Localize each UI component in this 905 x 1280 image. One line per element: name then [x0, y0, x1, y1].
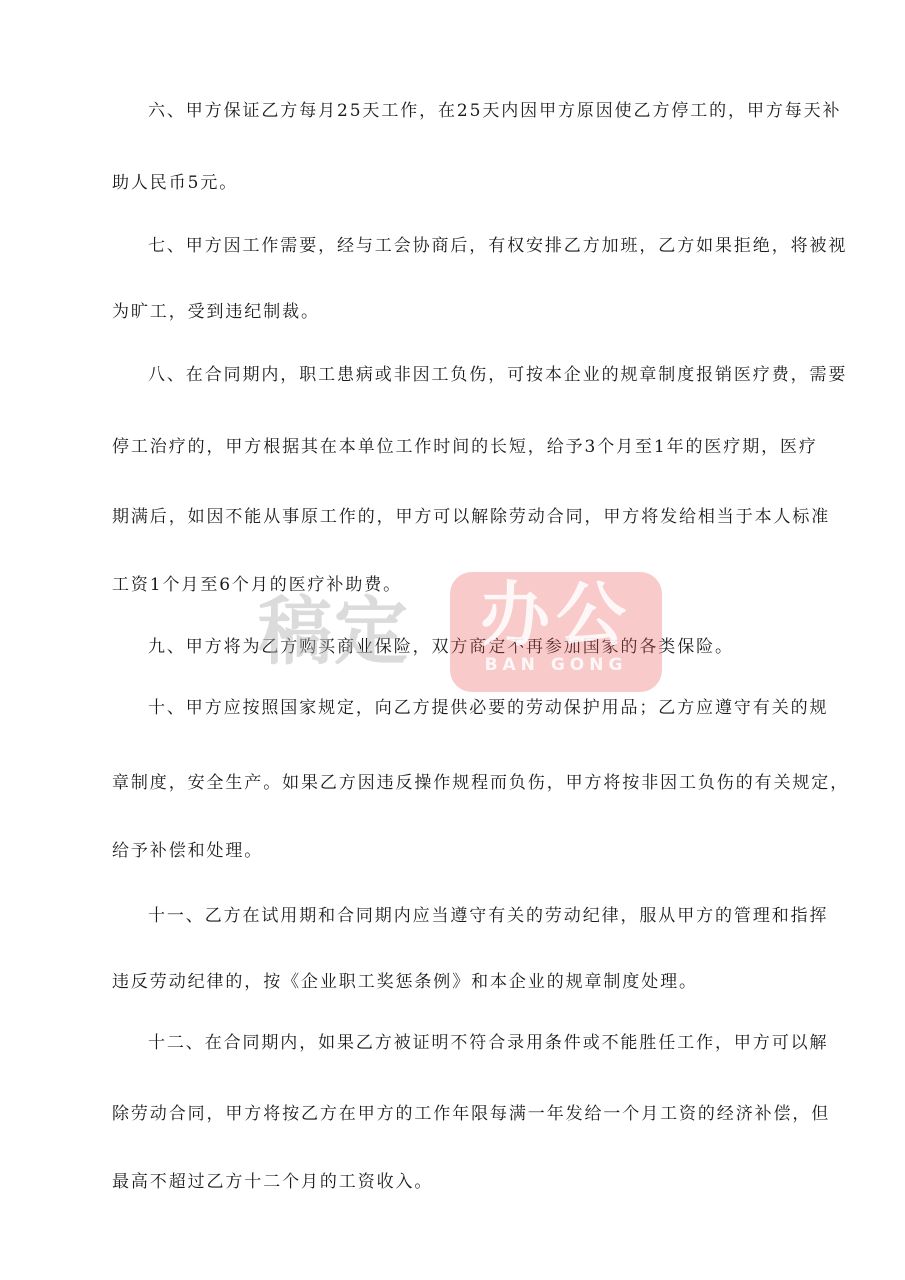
watermark-red-badge: [450, 572, 662, 692]
paragraph-11-line-1: 十一、乙方在试用期和合同期内应当遵守有关的劳动纪律，服从甲方的管理和指挥: [148, 906, 829, 926]
paragraph-9-line-1: 九、甲方将为乙方购买商业保险，双方商定不再参加国家的各类保险。: [148, 637, 734, 657]
paragraph-12-line-1: 十二、在合同期内，如果乙方被证明不符合录用条件或不能胜任工作，甲方可以解: [148, 1033, 829, 1053]
paragraph-7-line-1: 七、甲方因工作需要，经与工会协商后，有权安排乙方加班，乙方如果拒绝，将被视: [148, 236, 848, 256]
paragraph-10-line-3: 给予补偿和处理。: [112, 841, 264, 861]
paragraph-6-line-2: 助人民币5元。: [112, 173, 239, 193]
watermark-right-text: 办公: [480, 574, 632, 656]
paragraph-12-line-2: 除劳动合同，甲方将按乙方在甲方的工作年限每满一年发给一个月工资的经济补偿，但: [112, 1104, 831, 1124]
paragraph-10-line-2: 章制度，安全生产。如果乙方因违反操作规程而负伤，甲方将按非因工负伤的有关规定，: [112, 773, 850, 793]
paragraph-7-line-2: 为旷工，受到违纪制裁。: [112, 302, 320, 322]
paragraph-8-line-1: 八、在合同期内，职工患病或非因工负伤，可按本企业的规章制度报销医疗费，需要: [148, 365, 848, 385]
paragraph-8-line-2: 停工治疗的，甲方根据其在本单位工作时间的长短，给予3个月至1年的医疗期，医疗: [112, 437, 818, 457]
watermark-sub-text: BAN GONG: [484, 655, 628, 675]
paragraph-8-line-4: 工资1个月至6个月的医疗补助费。: [112, 575, 403, 595]
paragraph-10-line-1: 十、甲方应按照国家规定，向乙方提供必要的劳动保护用品；乙方应遵守有关的规: [148, 698, 829, 718]
watermark-logo: [258, 572, 662, 692]
paragraph-12-line-3: 最高不超过乙方十二个月的工资收入。: [112, 1172, 434, 1192]
paragraph-8-line-3: 期满后，如因不能从事原工作的，甲方可以解除劳动合同，甲方将发给相当于本人标准: [112, 507, 831, 527]
paragraph-6-line-1: 六、甲方保证乙方每月25天工作，在25天内因甲方原因使乙方停工的，甲方每天补: [148, 101, 842, 121]
paragraph-11-line-2: 违反劳动纪律的，按《企业职工奖惩条例》和本企业的规章制度处理。: [112, 972, 698, 992]
watermark-left-text: 稿定: [258, 589, 410, 675]
